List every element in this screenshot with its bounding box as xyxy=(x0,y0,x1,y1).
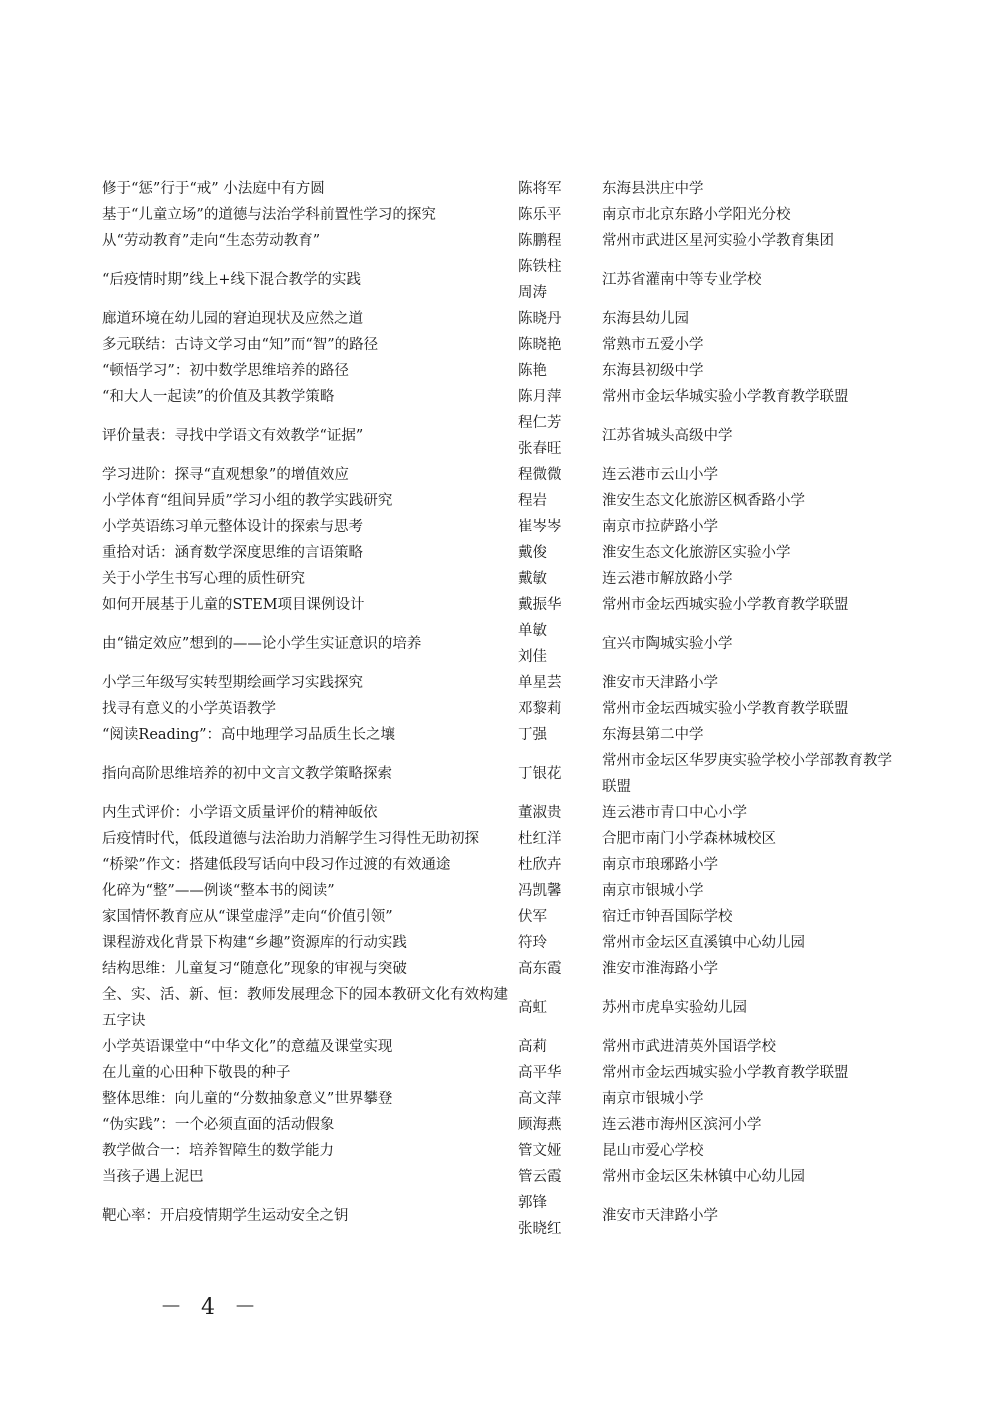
author-name: 高文萍 xyxy=(518,1091,562,1107)
author-cell xyxy=(518,878,602,904)
organization: 淮安生态文化旅游区实验小学 xyxy=(602,545,791,561)
organization: 合肥市南门小学森林城校区 xyxy=(602,831,776,847)
author-name: 程微微 xyxy=(518,467,562,483)
paper-title: 学习进阶：探寻“直观想象”的增值效应 xyxy=(102,467,349,483)
author-name: 陈晓丹 xyxy=(518,311,562,327)
author-cell xyxy=(518,488,602,514)
list-item xyxy=(102,956,902,982)
organization: 东海县幼儿园 xyxy=(602,311,689,327)
organization: 连云港市云山小学 xyxy=(602,467,718,483)
paper-title: 修于“惩”行于“戒” 小法庭中有方圆 xyxy=(102,181,325,197)
list-item xyxy=(102,488,902,514)
author-cell xyxy=(518,176,602,202)
paper-title: “桥梁”作文：搭建低段写话向中段习作过渡的有效通途 xyxy=(102,857,451,873)
organization: 连云港市青口中心小学 xyxy=(602,805,747,821)
paper-title: 结构思维：儿童复习“随意化”现象的审视与突破 xyxy=(102,961,407,977)
list-item xyxy=(102,514,902,540)
author-name: 陈将军 xyxy=(518,181,562,197)
list-item xyxy=(102,332,902,358)
author-name: 张晓红 xyxy=(518,1221,562,1237)
author-cell xyxy=(518,332,602,358)
list-item xyxy=(102,982,902,1034)
paper-title: 课程游戏化背景下构建“乡趣”资源库的行动实践 xyxy=(102,935,407,951)
list-item xyxy=(102,1138,902,1164)
paper-title: 当孩子遇上泥巴 xyxy=(102,1169,204,1185)
organization: 常州市金坛华城实验小学教育教学联盟 xyxy=(602,389,849,405)
paper-title: 关于小学生书写心理的质性研究 xyxy=(102,571,305,587)
organization: 常州市武进区星河实验小学教育集团 xyxy=(602,233,834,249)
organization: 连云港市解放路小学 xyxy=(602,571,733,587)
list-item xyxy=(102,1034,902,1060)
paper-title: 找寻有意义的小学英语教学 xyxy=(102,701,276,717)
author-name: 高虹 xyxy=(518,1000,547,1016)
author-name: 陈月萍 xyxy=(518,389,562,405)
author-cell xyxy=(518,410,602,462)
paper-title: 廊道环境在幼儿园的窘迫现状及应然之道 xyxy=(102,311,363,327)
paper-title: 教学做合一：培养智障生的数学能力 xyxy=(102,1143,334,1159)
author-name: 戴俊 xyxy=(518,545,547,561)
organization: 南京市拉萨路小学 xyxy=(602,519,718,535)
list-item xyxy=(102,852,902,878)
author-cell xyxy=(518,800,602,826)
author-name: 单敏 xyxy=(518,623,547,639)
author-cell xyxy=(518,306,602,332)
author-name: 高东霞 xyxy=(518,961,562,977)
list-item xyxy=(102,306,902,332)
author-name: 郭锋 xyxy=(518,1195,547,1211)
author-cell xyxy=(518,514,602,540)
list-item xyxy=(102,566,902,592)
paper-title: 在儿童的心田种下敬畏的种子 xyxy=(102,1065,291,1081)
author-name: 顾海燕 xyxy=(518,1117,562,1133)
author-cell xyxy=(518,566,602,592)
author-cell xyxy=(518,254,602,306)
author-cell xyxy=(518,540,602,566)
organization: 淮安市天津路小学 xyxy=(602,1208,718,1224)
author-name: 冯凯馨 xyxy=(518,883,562,899)
author-name: 程仁芳 xyxy=(518,415,562,431)
list-item xyxy=(102,1060,902,1086)
organization: 江苏省城头高级中学 xyxy=(602,428,733,444)
author-cell xyxy=(518,592,602,618)
list-item xyxy=(102,462,902,488)
list-item xyxy=(102,696,902,722)
author-cell xyxy=(518,618,602,670)
organization: 常州市金坛西城实验小学教育教学联盟 xyxy=(602,597,849,613)
list-item xyxy=(102,800,902,826)
organization: 东海县初级中学 xyxy=(602,363,704,379)
paper-title: 多元联结：古诗文学习由“知”而“智”的路径 xyxy=(102,337,379,353)
list-item xyxy=(102,254,902,306)
list-item xyxy=(102,904,902,930)
paper-title: “和大人一起读”的价值及其教学策略 xyxy=(102,389,335,405)
paper-title: 整体思维：向儿童的“分数抽象意义”世界攀登 xyxy=(102,1091,393,1107)
list-item xyxy=(102,410,902,462)
paper-title: 小学英语练习单元整体设计的探索与思考 xyxy=(102,519,363,535)
author-name: 张春旺 xyxy=(518,441,562,457)
author-name: 陈铁柱 xyxy=(518,259,562,275)
author-cell xyxy=(518,384,602,410)
paper-title: 如何开展基于儿童的STEM项目课例设计 xyxy=(102,597,365,613)
paper-title: 重拾对话：涵育数学深度思维的言语策略 xyxy=(102,545,363,561)
author-name: 刘佳 xyxy=(518,649,547,665)
author-cell xyxy=(518,930,602,956)
author-name: 邓黎莉 xyxy=(518,701,562,717)
paper-title: 由“锚定效应”想到的——论小学生实证意识的培养 xyxy=(102,636,422,652)
author-name: 陈乐平 xyxy=(518,207,562,223)
paper-title: 评价量表：寻找中学语文有效教学“证据” xyxy=(102,428,364,444)
organization: 常州市金坛西城实验小学教育教学联盟 xyxy=(602,701,849,717)
paper-title: 后疫情时代，低段道德与法治助力消解学生习得性无助初探 xyxy=(102,831,479,847)
organization: 淮安市天津路小学 xyxy=(602,675,718,691)
organization: 江苏省灌南中等专业学校 xyxy=(602,272,762,288)
list-item xyxy=(102,930,902,956)
list-item xyxy=(102,670,902,696)
author-cell xyxy=(518,462,602,488)
organization: 常熟市五爱小学 xyxy=(602,337,704,353)
award-list xyxy=(102,176,902,1242)
author-cell xyxy=(518,1112,602,1138)
author-cell xyxy=(518,826,602,852)
author-name: 陈鹏程 xyxy=(518,233,562,249)
list-item xyxy=(102,228,902,254)
author-name: 杜红洋 xyxy=(518,831,562,847)
paper-title: 内生式评价：小学语文质量评价的精神皈依 xyxy=(102,805,378,821)
author-cell xyxy=(518,956,602,982)
organization: 连云港市海州区滨河小学 xyxy=(602,1117,762,1133)
organization: 东海县第二中学 xyxy=(602,727,704,743)
author-cell xyxy=(518,1138,602,1164)
author-name: 杜欣卉 xyxy=(518,857,562,873)
list-item xyxy=(102,202,902,228)
list-item xyxy=(102,358,902,384)
author-cell xyxy=(518,852,602,878)
organization: 淮安生态文化旅游区枫香路小学 xyxy=(602,493,805,509)
paper-title: 小学三年级写实转型期绘画学习实践探究 xyxy=(102,675,363,691)
list-item xyxy=(102,722,902,748)
paper-title: 小学英语课堂中“中华文化”的意蕴及课堂实现 xyxy=(102,1039,393,1055)
list-item xyxy=(102,1190,902,1242)
author-cell xyxy=(518,904,602,930)
list-item xyxy=(102,826,902,852)
author-name: 伏军 xyxy=(518,909,547,925)
author-name: 高莉 xyxy=(518,1039,547,1055)
author-cell xyxy=(518,696,602,722)
list-item xyxy=(102,618,902,670)
paper-title: “阅读Reading”：高中地理学习品质生长之壤 xyxy=(102,727,396,743)
author-cell xyxy=(518,995,602,1021)
author-name: 单星芸 xyxy=(518,675,562,691)
paper-title: 靶心率：开启疫情期学生运动安全之钥 xyxy=(102,1208,349,1224)
list-item xyxy=(102,384,902,410)
organization: 南京市琅琊路小学 xyxy=(602,857,718,873)
paper-title: 从“劳动教育”走向“生态劳动教育” xyxy=(102,233,321,249)
organization: 东海县洪庄中学 xyxy=(602,181,704,197)
author-cell xyxy=(518,1190,602,1242)
list-item xyxy=(102,592,902,618)
organization: 南京市银城小学 xyxy=(602,883,704,899)
organization: 苏州市虎阜实验幼儿园 xyxy=(602,1000,747,1016)
author-name: 丁银花 xyxy=(518,766,562,782)
author-name: 戴振华 xyxy=(518,597,562,613)
organization: 宜兴市陶城实验小学 xyxy=(602,636,733,652)
organization: 常州市金坛区华罗庚实验学校小学部教育教学联盟 xyxy=(602,753,892,795)
paper-title: “伪实践”：一个必须直面的活动假象 xyxy=(102,1117,335,1133)
page-number: － 4 － xyxy=(160,1295,262,1320)
organization: 常州市金坛区直溪镇中心幼儿园 xyxy=(602,935,805,951)
author-name: 周涛 xyxy=(518,285,547,301)
author-name: 戴敏 xyxy=(518,571,547,587)
list-item xyxy=(102,176,902,202)
author-cell xyxy=(518,228,602,254)
paper-title: 小学体育“组间异质”学习小组的教学实践研究 xyxy=(102,493,393,509)
list-item xyxy=(102,1164,902,1190)
list-item xyxy=(102,1086,902,1112)
organization: 南京市银城小学 xyxy=(602,1091,704,1107)
paper-title: 基于“儿童立场”的道德与法治学科前置性学习的探究 xyxy=(102,207,436,223)
author-name: 董淑贵 xyxy=(518,805,562,821)
list-item xyxy=(102,748,902,800)
paper-title: 化碎为“整”——例谈“整本书的阅读” xyxy=(102,883,335,899)
author-cell xyxy=(518,670,602,696)
author-name: 丁强 xyxy=(518,727,547,743)
paper-title: “后疫情时期”线上+线下混合教学的实践 xyxy=(102,272,361,288)
organization: 常州市金坛区朱林镇中心幼儿园 xyxy=(602,1169,805,1185)
author-cell xyxy=(518,722,602,748)
author-name: 高平华 xyxy=(518,1065,562,1081)
organization: 昆山市爱心学校 xyxy=(602,1143,704,1159)
author-name: 管文娅 xyxy=(518,1143,562,1159)
author-cell xyxy=(518,1086,602,1112)
list-item xyxy=(102,878,902,904)
organization: 淮安市淮海路小学 xyxy=(602,961,718,977)
author-name: 陈艳 xyxy=(518,363,547,379)
author-name: 符玲 xyxy=(518,935,547,951)
organization: 南京市北京东路小学阳光分校 xyxy=(602,207,791,223)
paper-title: 家国情怀教育应从“课堂虚浮”走向“价值引领” xyxy=(102,909,393,925)
organization: 常州市武进清英外国语学校 xyxy=(602,1039,776,1055)
author-cell xyxy=(518,1034,602,1060)
author-name: 崔岑岑 xyxy=(518,519,562,535)
list-item xyxy=(102,1112,902,1138)
author-cell xyxy=(518,1060,602,1086)
author-cell xyxy=(518,761,602,787)
organization: 常州市金坛西城实验小学教育教学联盟 xyxy=(602,1065,849,1081)
author-cell xyxy=(518,358,602,384)
author-name: 陈晓艳 xyxy=(518,337,562,353)
author-name: 管云霞 xyxy=(518,1169,562,1185)
paper-title: 全、实、活、新、恒：教师发展理念下的园本教研文化有效构建五字诀 xyxy=(102,987,508,1029)
list-item xyxy=(102,540,902,566)
organization: 宿迁市钟吾国际学校 xyxy=(602,909,733,925)
paper-title: “顿悟学习”：初中数学思维培养的路径 xyxy=(102,363,349,379)
author-name: 程岩 xyxy=(518,493,547,509)
author-cell xyxy=(518,1164,602,1190)
author-cell xyxy=(518,202,602,228)
paper-title: 指向高阶思维培养的初中文言文教学策略探索 xyxy=(102,766,392,782)
